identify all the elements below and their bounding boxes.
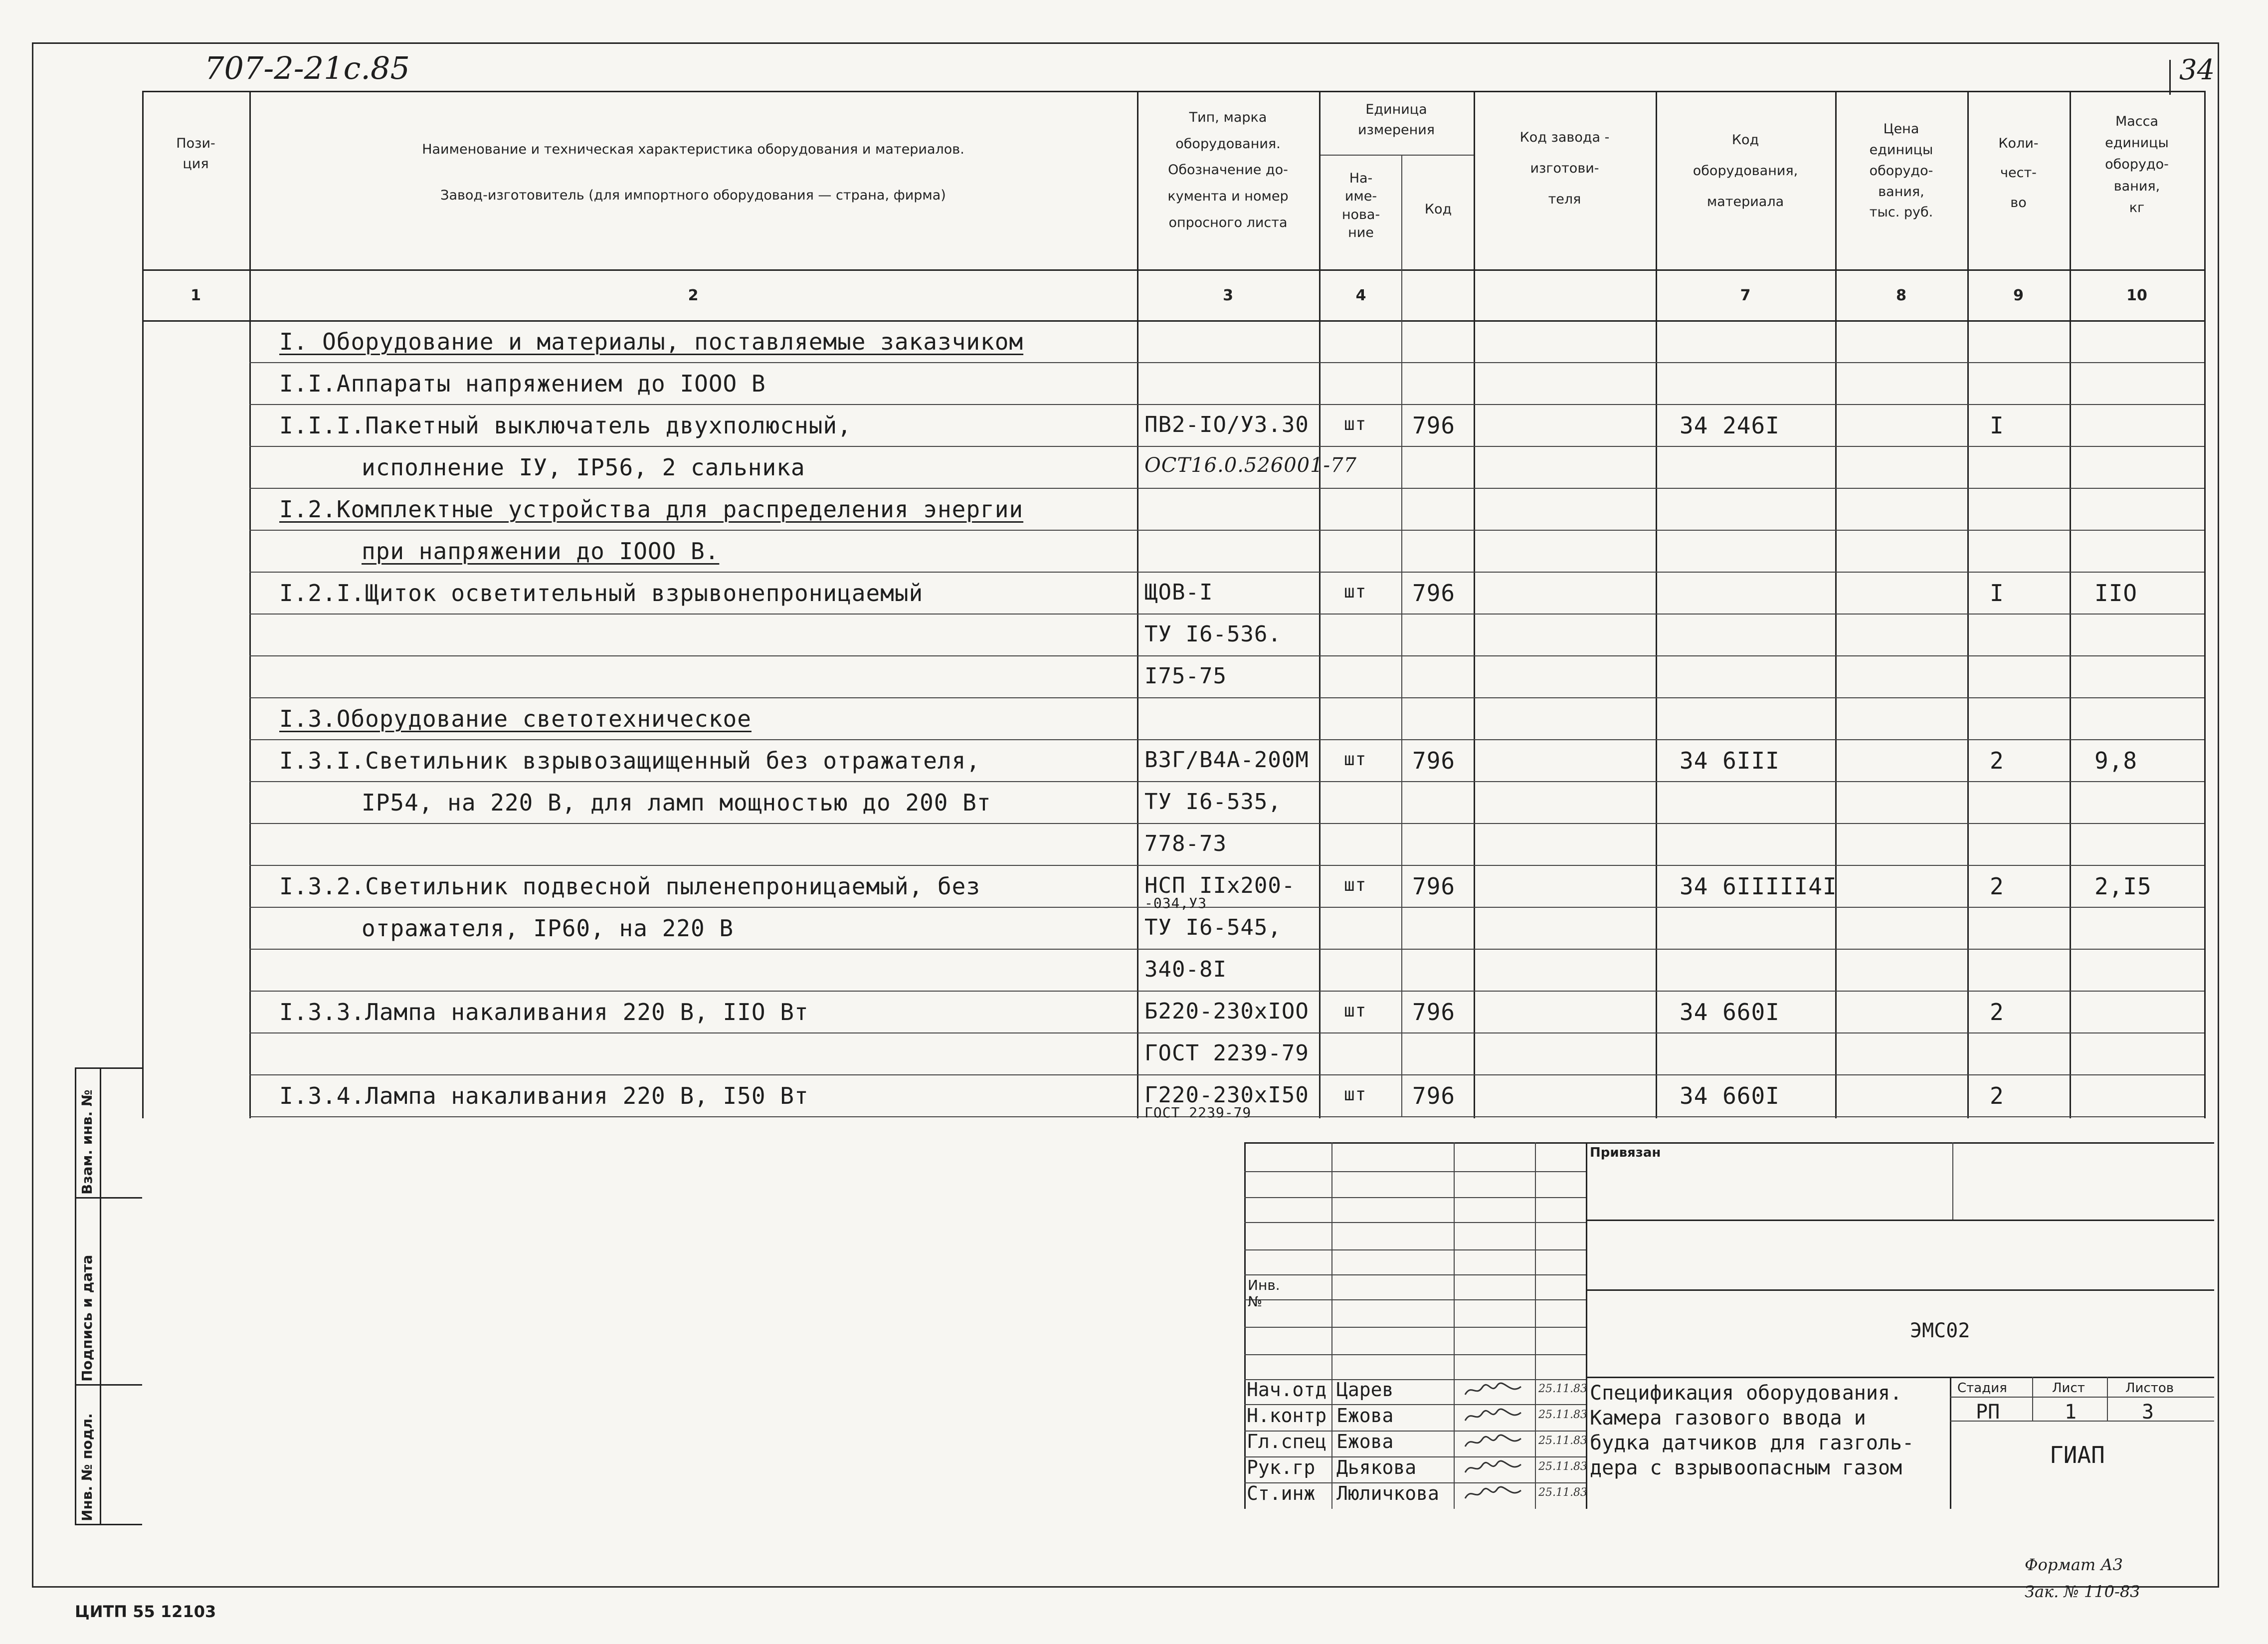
row-divider: [249, 1074, 2204, 1075]
col-line-7: [1835, 91, 1837, 1118]
row-divider: [249, 446, 2204, 447]
tb-staff-signature: [1461, 1408, 1526, 1425]
side-strip-bottom: [75, 1524, 142, 1525]
footer-order: Зак. № 110-83: [2025, 1582, 2140, 1601]
row-unit: шт: [1344, 414, 1367, 434]
row-divider: [249, 949, 2204, 950]
row-type: 778-73: [1144, 831, 1227, 856]
tb-stage-header-line: [1950, 1397, 2214, 1398]
tb-staff-signature: [1461, 1459, 1526, 1476]
colnum-9: 9: [2013, 287, 2024, 304]
row-name: I.I.Аппараты напряжением до IOOO В: [279, 370, 766, 397]
tb-staff-role: Гл.спец: [1247, 1431, 1327, 1452]
tb-row-8: [1244, 1354, 1586, 1355]
tb-inv-label: Инв. №: [1248, 1277, 1280, 1310]
tb-privyazan-bottom: [1586, 1220, 2214, 1221]
col-line-1: [249, 91, 251, 1118]
tb-stage-label: Стадия: [1957, 1381, 2007, 1396]
row-type: ВЗГ/В4А-200М: [1144, 747, 1309, 773]
col-line-10: [2204, 91, 2206, 1118]
header-name-line1: Наименование и техническая характеристика оборудования и материалов.: [422, 142, 964, 157]
tb-privyazan-label: Привязан: [1590, 1145, 1661, 1160]
row-divider: [249, 362, 2204, 363]
side-label-replace-inv: Взам. инв. №: [79, 1089, 95, 1195]
col-line-8: [1967, 91, 1969, 1118]
row-divider: [249, 823, 2204, 824]
colnum-bottom-border: [142, 320, 2204, 322]
row-divider: [249, 781, 2204, 782]
tb-sheets-value: 3: [2142, 1401, 2154, 1424]
row-unit: шт: [1344, 749, 1367, 770]
row-name: I.2.Комплектные устройства для распределения энергии: [279, 496, 1024, 523]
side-strip-left: [75, 1067, 76, 1524]
row-equipment-code: 34 246I: [1680, 412, 1780, 439]
tb-sheets-label: Листов: [2125, 1381, 2174, 1396]
row-type: ГОСТ 2239-79: [1144, 1040, 1309, 1066]
row-name: I.3.Оборудование светотехническое: [279, 705, 752, 732]
row-unit-code: 796: [1412, 1082, 1456, 1109]
row-quantity: 2: [1990, 747, 2004, 774]
tb-title-line-3: будка датчиков для газголь-: [1590, 1432, 1914, 1454]
tb-title-line-4: дера с взрывоопасным газом: [1590, 1456, 1902, 1479]
tb-row-1: [1244, 1171, 1586, 1172]
tb-row-5: [1244, 1274, 1586, 1275]
row-equipment-code: 34 660I: [1680, 999, 1780, 1026]
row-quantity: 2: [1990, 999, 2004, 1026]
row-name: I.3.2.Светильник подвесной пыленепроницаемый, без: [279, 873, 981, 900]
colnum-7: 7: [1740, 287, 1751, 304]
row-equipment-code: 34 660I: [1680, 1082, 1780, 1109]
col-line-0: [142, 91, 144, 1118]
row-type: ПВ2-IO/У3.30: [1144, 412, 1309, 437]
page-number: 34: [2179, 54, 2215, 86]
row-quantity: I: [1990, 580, 2004, 607]
row-name: исполнение IУ, IP56, 2 сальника: [362, 454, 805, 481]
side-label-signature-date: Подпись и дата: [79, 1254, 95, 1382]
colnum-4: 4: [1355, 287, 1366, 304]
row-divider: [249, 1032, 2204, 1033]
side-strip-mid: [100, 1067, 101, 1524]
row-type: 340-8I: [1144, 957, 1227, 982]
row-type: ЩОВ-I: [1144, 580, 1213, 605]
row-name: отражателя, IP60, на 220 В: [362, 915, 734, 942]
tb-row-4: [1244, 1249, 1586, 1250]
side-strip-div1: [75, 1197, 142, 1199]
col-line-9: [2070, 91, 2071, 1118]
tb-doc-code: ЭМС02: [1910, 1319, 1970, 1342]
row-type-extra: ГОСТ 2239-79: [1144, 1104, 1252, 1121]
tb-staff-role: Н.контр: [1247, 1405, 1327, 1427]
tb-staff-signature: [1461, 1434, 1526, 1450]
corner-code: 707-2-21с.85: [204, 50, 410, 86]
row-equipment-code: 34 6IIIII4I: [1680, 873, 1837, 900]
tb-staff-date: 25.11.83: [1538, 1435, 1587, 1447]
tb-title-line-1: Спецификация оборудования.: [1590, 1382, 1902, 1405]
row-type: Г220-230хI50: [1144, 1082, 1309, 1108]
row-mass: 2,I5: [2094, 873, 2152, 900]
col-line-4: [1401, 155, 1402, 1117]
row-name: IP54, на 220 В, для ламп мощностью до 200 Вт: [362, 789, 991, 816]
row-divider: [249, 697, 2204, 698]
table-top-border: [142, 91, 2204, 92]
tb-staff-name: Дьякова: [1336, 1456, 1417, 1478]
side-label-original-inv: Инв. № подл.: [79, 1413, 95, 1521]
row-divider: [249, 655, 2204, 656]
row-divider: [249, 404, 2204, 405]
tb-staff-date: 25.11.83: [1538, 1383, 1587, 1395]
header-bottom-border: [142, 269, 2204, 271]
col-line-5: [1474, 91, 1475, 1118]
row-name: I.3.I.Светильник взрывозащищенный без отражателя,: [279, 747, 981, 774]
row-mass: 9,8: [2094, 747, 2138, 774]
row-unit-code: 796: [1412, 580, 1456, 607]
row-type: ТУ I6-536.: [1144, 621, 1282, 647]
row-unit-code: 796: [1412, 747, 1456, 774]
tb-sheet-value: 1: [2065, 1401, 2077, 1424]
row-quantity: 2: [1990, 873, 2004, 900]
tb-staff-role: Ст.инж: [1247, 1482, 1316, 1504]
row-unit: шт: [1344, 875, 1367, 895]
tb-row-7: [1244, 1327, 1586, 1328]
tb-staff-role: Рук.гр: [1247, 1456, 1316, 1478]
row-name: I.3.3.Лампа накаливания 220 В, IIO Вт: [279, 999, 809, 1026]
colnum-3: 3: [1223, 287, 1233, 304]
side-strip-top: [75, 1067, 142, 1069]
tb-row-3: [1244, 1222, 1586, 1223]
row-divider: [249, 739, 2204, 740]
header-unit-name: На- име- нова- ние: [1341, 171, 1380, 241]
tb-organization: ГИАП: [2050, 1441, 2105, 1468]
row-divider: [249, 488, 2204, 489]
unit-subheader-line: [1319, 155, 1474, 156]
tb-row-6: [1244, 1299, 1586, 1300]
row-name: I.I.I.Пакетный выключатель двухполюсный,: [279, 412, 852, 439]
tb-row-2: [1244, 1197, 1586, 1198]
tb-title-line-2: Камера газового ввода и: [1590, 1407, 1866, 1430]
row-unit: шт: [1344, 582, 1367, 602]
row-name: при напряжении до IOOO В.: [362, 538, 720, 565]
row-type: ТУ I6-535,: [1144, 789, 1282, 815]
row-name: I.3.4.Лампа накаливания 220 В, I50 Вт: [279, 1082, 809, 1109]
row-divider: [249, 865, 2204, 866]
row-divider: [249, 572, 2204, 573]
row-mass: IIO: [2094, 580, 2138, 607]
tb-staff-name: Ежова: [1336, 1431, 1394, 1452]
tb-code-bottom: [1586, 1377, 2214, 1378]
tb-stage-split2: [2107, 1377, 2108, 1421]
col-line-6: [1656, 91, 1657, 1118]
header-unit-code: Код: [1424, 202, 1452, 217]
header-price: Цена единицы оборудо- вания, тыс. руб.: [1869, 121, 1933, 220]
row-divider: [249, 991, 2204, 992]
footer-format: Формат А3: [2025, 1555, 2123, 1574]
row-quantity: I: [1990, 412, 2004, 439]
tb-staff-date: 25.11.83: [1538, 1409, 1587, 1421]
colnum-8: 8: [1896, 287, 1906, 304]
col-line-3: [1319, 91, 1321, 1118]
tb-staff-signature: [1461, 1485, 1526, 1502]
row-divider: [249, 530, 2204, 531]
tb-title: [1590, 1381, 1914, 1480]
row-unit: шт: [1344, 1084, 1367, 1105]
header-maker-code: Код завода - изготови- теля: [1519, 130, 1610, 207]
row-type: НСП IIх200-: [1144, 873, 1296, 898]
tb-staff-role: Нач.отд: [1247, 1379, 1327, 1401]
header-type: Тип, марка оборудования. Обозначение до- кумента и номер опросного листа: [1167, 110, 1289, 230]
tb-stage-split1: [2032, 1377, 2033, 1421]
header-equipment-code: Код оборудования, материала: [1693, 132, 1798, 210]
tb-staff-name: Ежова: [1336, 1405, 1394, 1427]
header-position: Пози- ция: [176, 136, 215, 172]
row-divider: [249, 907, 2204, 908]
tb-staff-signature: [1461, 1382, 1526, 1399]
tb-privyazan-split: [1952, 1142, 1953, 1220]
tb-staff-date: 25.11.83: [1538, 1486, 1587, 1499]
tb-sheet-label: Лист: [2052, 1381, 2085, 1396]
tb-top-line: [1244, 1142, 2214, 1144]
row-type: ТУ I6-545,: [1144, 915, 1282, 940]
row-type: ОСТ16.0.526001-77: [1144, 454, 1357, 477]
row-unit-code: 796: [1412, 873, 1456, 900]
side-strip-div2: [75, 1384, 142, 1386]
row-unit-code: 796: [1412, 999, 1456, 1026]
colnum-10: 10: [2126, 287, 2147, 304]
header-name-line2: Завод-изготовитель (для импортного оборудования — страна, фирма): [440, 188, 946, 203]
row-name: I. Оборудование и материалы, поставляемые заказчиком: [279, 328, 1024, 355]
tb-staff-date: 25.11.83: [1538, 1460, 1587, 1473]
header-unit-group: Единица измерения: [1357, 102, 1435, 138]
row-equipment-code: 34 6III: [1680, 747, 1780, 774]
tb-col-main: [1586, 1142, 1587, 1509]
tb-stage-value: РП: [1976, 1401, 2000, 1424]
row-unit-code: 796: [1412, 412, 1456, 439]
row-type: Б220-230хIOO: [1144, 999, 1309, 1024]
row-type: I75-75: [1144, 663, 1227, 689]
colnum-1: 1: [190, 287, 201, 304]
header-quantity: Коли- чест- во: [1998, 136, 2039, 210]
tb-code-top: [1586, 1289, 2214, 1291]
row-type-extra: -034,У3: [1144, 895, 1207, 911]
header-mass: Масса единицы оборудо- вания, кг: [2105, 114, 2169, 215]
tb-staff-name: Люличкова: [1336, 1482, 1439, 1504]
row-name: I.2.I.Щиток осветительный взрывонепроницаемый: [279, 580, 924, 607]
tb-staff-name: Царев: [1336, 1379, 1394, 1401]
row-quantity: 2: [1990, 1082, 2004, 1109]
footer-left-code: ЦИТП 55 12103: [75, 1602, 216, 1621]
colnum-2: 2: [688, 287, 699, 304]
col-line-2: [1137, 91, 1138, 1118]
row-divider: [249, 614, 2204, 615]
row-unit: шт: [1344, 1001, 1367, 1021]
